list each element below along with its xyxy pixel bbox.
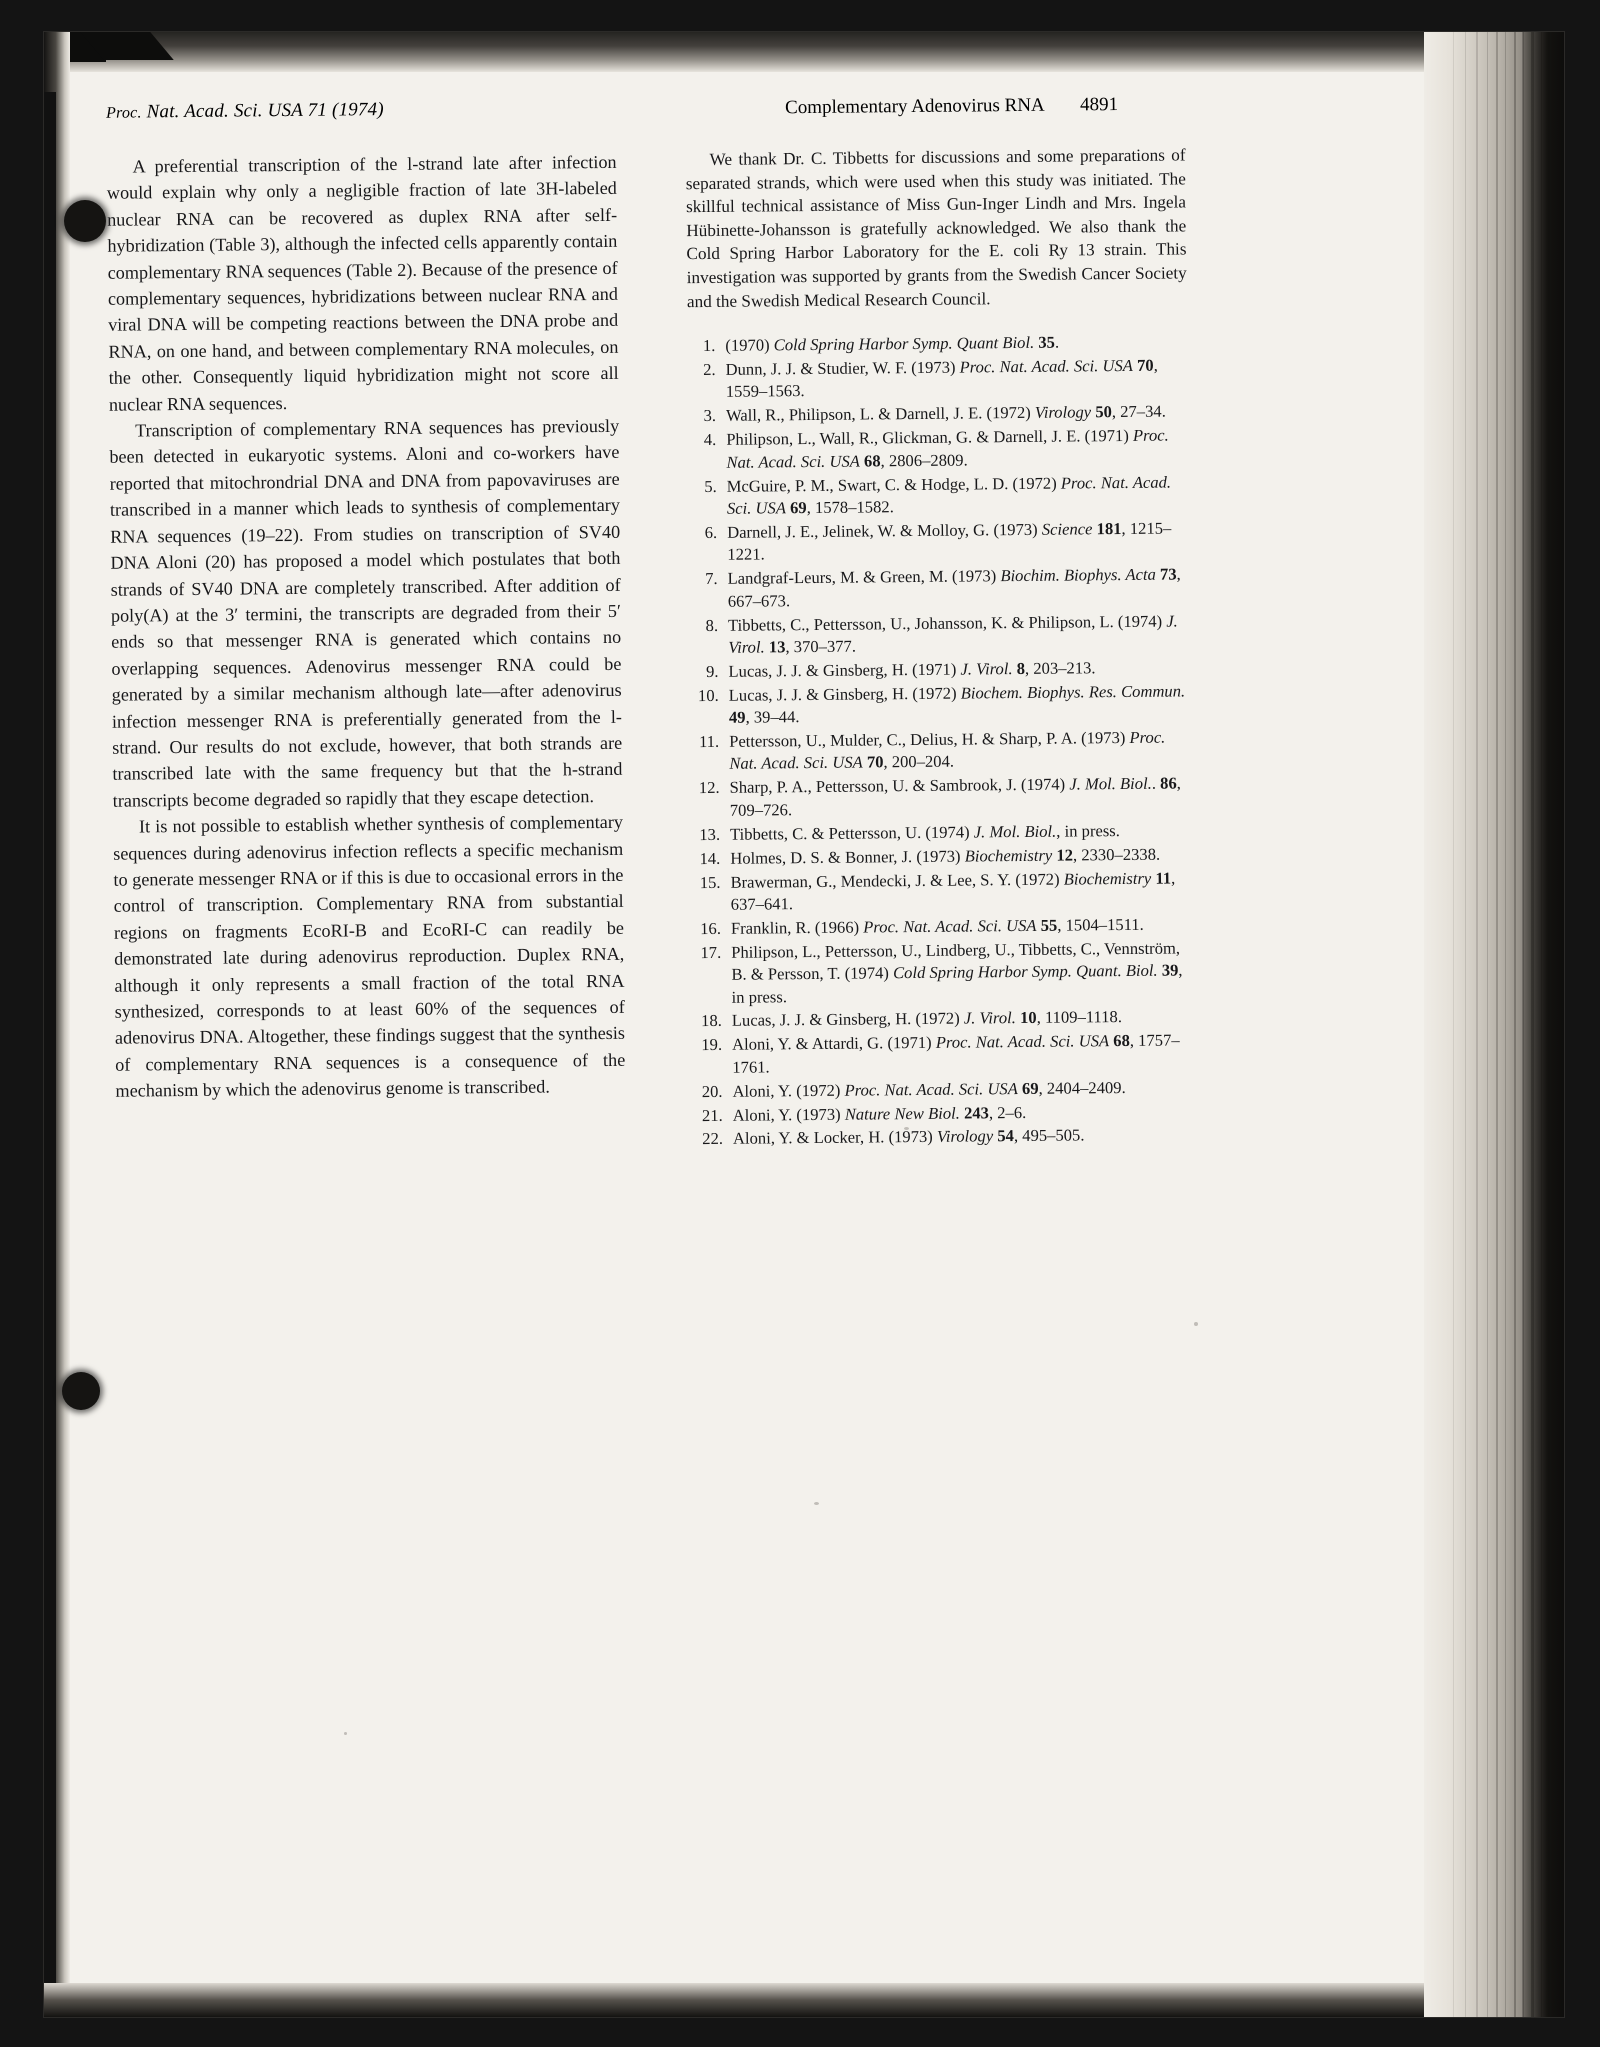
left-column xyxy=(106,149,625,1104)
reference-item xyxy=(695,1100,1195,1127)
top-edge-shadow xyxy=(44,32,1564,72)
running-head-journal: Proc. Nat. Acad. Sci. USA 71 (1974) xyxy=(106,99,384,123)
acknowledgement-paragraph: We thank Dr. C. Tibbetts for discussions and some preparations of separated strands, which were used when this study was initiated. The skillful technical assistance of Miss Gun-Inger Lindh and Mrs. Ingela Hübinette-Johansson is gratefully acknowledged. We also thank the Cold Spring Harbor Laboratory for the E. coli Ry 13 strain. This investigation was supported by grants from the Swedish Cancer Society and the Swedish Medical Research Council. xyxy=(685,145,1187,311)
body-paragraph-3: It is not possible to establish whether synthesis of complementary sequences during adenovirus infection reflects a specific mechanism to generate messenger RNA or if this is due to occasional errors in the control of transcription. Complementary RNA from substantial regions on fragments EcoRI-B and EcoRI-C can readily be demonstrated late during adenovirus reproduction. Duplex RNA, although it only represents a small fraction of the total RNA synthesized, corresponds to at least 60% of the sequences of adenovirus DNA. Altogether, these findings suggest that the synthesis of complementary RNA sequences is a consequence of the mechanism by which the adenovirus genome is transcribed. xyxy=(113,811,626,1101)
reference-item xyxy=(687,331,1187,358)
reference-item xyxy=(692,843,1192,870)
reference-number: 8. xyxy=(705,615,719,635)
reference-text: Holmes, D. S. & Bonner, J. (1973) Biochemistry 12, 2330–2338. xyxy=(730,844,1161,868)
reference-number: 4. xyxy=(703,430,717,450)
reference-item xyxy=(692,773,1192,823)
page-content xyxy=(80,90,1368,1952)
reference-number: 12. xyxy=(698,778,720,798)
reference-number: 6. xyxy=(704,522,718,542)
reference-number: 21. xyxy=(701,1105,723,1125)
reference-item xyxy=(690,564,1190,614)
reference-text: Tibbetts, C. & Pettersson, U. (1974) J. Mol. Biol., in press. xyxy=(729,820,1120,844)
reference-number: 2. xyxy=(703,359,716,380)
reference-item xyxy=(692,819,1192,846)
reference-item xyxy=(688,401,1188,428)
reference-text: Aloni, Y. (1973) Nature New Biol. 243, 2–6. xyxy=(732,1102,1027,1125)
reference-text: Tibbetts, C., Pettersson, U., Johansson, K. & Philipson, L. (1974) J. Virol. 13, 370–377. xyxy=(727,611,1178,657)
reference-number: 7. xyxy=(705,569,718,589)
reference-item xyxy=(687,354,1187,404)
reference-text: Aloni, Y. & Attardi, G. (1971) Proc. Nat. Acad. Sci. USA 68, 1757–1761. xyxy=(731,1030,1180,1077)
reference-number: 20. xyxy=(701,1081,723,1101)
reference-text: Sharp, P. A., Pettersson, U. & Sambrook, J. (1974) J. Mol. Biol.. 86, 709–726. xyxy=(729,773,1181,820)
body-paragraph-1: A preferential transcription of the l-strand late after infection would explain why only a negligible fraction of late 3H-labeled nuclear RNA can be recovered as duplex RNA after self-hybridization (Table 3), although the infected cells apparently contain complementary RNA sequences (Table 2). Because of the presence of complementary sequences, hybridizations between nuclear RNA and viral DNA will be competing reactions between the DNA probe and RNA, on one hand, and between complementary RNA molecules, on the other. Consequently liquid hybridization might not score all nuclear RNA sequences. xyxy=(106,151,619,415)
two-column-body xyxy=(80,142,1350,1149)
reference-text: Pettersson, U., Mulder, C., Delius, H. & Sharp, P. A. (1973) Proc. Nat. Acad. Sci. USA 70, 200–204. xyxy=(729,727,1166,774)
reference-text: Aloni, Y. (1972) Proc. Nat. Acad. Sci. USA 69, 2404–2409. xyxy=(732,1077,1126,1101)
reference-text: Lucas, J. J. & Ginsberg, H. (1972) Biochem. Biophys. Res. Commun. 49, 39–44. xyxy=(728,681,1186,727)
left-edge-dark-band xyxy=(44,92,56,1992)
reference-list xyxy=(687,331,1195,1151)
reference-number: 22. xyxy=(702,1129,724,1149)
reference-text: Darnell, J. E., Jelinek, W. & Molloy, G. (1973) Science 181, 1215–1221. xyxy=(727,518,1172,565)
reference-text: Lucas, J. J. & Ginsberg, H. (1972) J. Virol. 10, 1109–1118. xyxy=(731,1007,1123,1031)
reference-number: 10. xyxy=(697,685,719,705)
reference-text: McGuire, P. M., Swart, C. & Hodge, L. D. (1972) Proc. Nat. Acad. Sci. USA 69, 1578–1582. xyxy=(726,472,1172,518)
reference-number: 13. xyxy=(699,824,721,844)
reference-item xyxy=(694,1006,1194,1033)
reference-text: Franklin, R. (1966) Proc. Nat. Acad. Sci. USA 55, 1504–1511. xyxy=(730,914,1144,938)
reference-item xyxy=(694,1030,1194,1080)
reference-item xyxy=(690,656,1190,683)
reference-text: Philipson, L., Pettersson, U., Lindberg, U., Tibbetts, C., Vennström, B. & Persson, T. (1974) Cold Spring Harbor Symp. Quant. Biol. 39, in press. xyxy=(731,938,1183,1007)
reference-text: Philipson, L., Wall, R., Glickman, G. & Darnell, J. E. (1971) Proc. Nat. Acad. Sci. USA 68, 2806–2809. xyxy=(726,425,1169,472)
reference-item xyxy=(688,425,1188,475)
reference-number: 5. xyxy=(704,476,717,496)
right-column xyxy=(685,143,1195,1152)
reference-number: 9. xyxy=(705,661,719,681)
bottom-edge-shadow xyxy=(44,1983,1564,2017)
running-head-title: Complementary Adenovirus RNA xyxy=(784,94,1045,119)
reference-number: 18. xyxy=(701,1011,722,1031)
scanned-page xyxy=(44,32,1564,2017)
reference-text: (1970) Cold Spring Harbor Symp. Quant Biol. 35. xyxy=(725,332,1060,355)
reference-text: Lucas, J. J. & Ginsberg, H. (1971) J. Virol. 8, 203–213. xyxy=(728,658,1096,681)
reference-number: 3. xyxy=(703,406,717,426)
reference-item xyxy=(690,610,1190,660)
reference-number: 1. xyxy=(702,336,716,356)
reference-number: 11. xyxy=(698,731,720,752)
reference-text: Landgraf-Leurs, M. & Green, M. (1973) Biochim. Biophys. Acta 73, 667–673. xyxy=(727,564,1181,611)
reference-text: Brawerman, G., Mendecki, J. & Lee, S. Y. (1972) Biochemistry 11, 637–641. xyxy=(730,868,1176,914)
reference-item xyxy=(693,937,1194,1009)
running-head xyxy=(80,90,1350,132)
reference-item xyxy=(692,867,1192,917)
reference-text: Wall, R., Philipson, L. & Darnell, J. E. (1972) Virology 50, 27–34. xyxy=(725,401,1166,426)
reference-item xyxy=(689,517,1189,567)
reference-item xyxy=(691,726,1191,776)
page-number: 4891 xyxy=(1079,94,1119,116)
reference-text: Dunn, J. J. & Studier, W. F. (1973) Proc. Nat. Acad. Sci. USA 70, 1559–1563. xyxy=(725,355,1158,402)
reference-item xyxy=(689,471,1189,521)
reference-number: 19. xyxy=(701,1035,723,1055)
reference-item xyxy=(695,1124,1195,1151)
reference-number: 17. xyxy=(700,942,722,962)
reference-number: 15. xyxy=(699,872,721,892)
reference-item xyxy=(693,913,1193,940)
reference-number: 16. xyxy=(700,918,722,938)
body-paragraph-2: Transcription of complementary RNA sequences has previously been detected in eukaryotic systems. Aloni and co-workers have reported that mitochrondrial DNA and DNA from papovaviruses are transcribed in a manner which leads to synthesis of complementary RNA sequences (19–22). From studies on transcription of SV40 DNA Aloni (20) has proposed a model which postulates that both strands of SV40 DNA are completely transcribed. After addition of poly(A) at the 3′ termini, the transcripts are degraded from their 5′ ends so that messenger RNA is generated which contains no overlapping sequences. Adenovirus messenger RNA could be generated by a similar mechanism although late—after adenovirus infection messenger RNA is preferentially generated from the l-strand. Our results do not exclude, however, that both strands are transcribed late with the same frequency but that the h-strand transcripts become degraded so rapidly that they escape detection. xyxy=(109,415,623,811)
reference-text: Aloni, Y. & Locker, H. (1973) Virology 54, 495–505. xyxy=(732,1125,1085,1149)
right-edge-shadow xyxy=(1522,32,1564,2017)
reference-item xyxy=(694,1076,1194,1103)
reference-item xyxy=(691,680,1191,730)
reference-number: 14. xyxy=(699,848,721,868)
